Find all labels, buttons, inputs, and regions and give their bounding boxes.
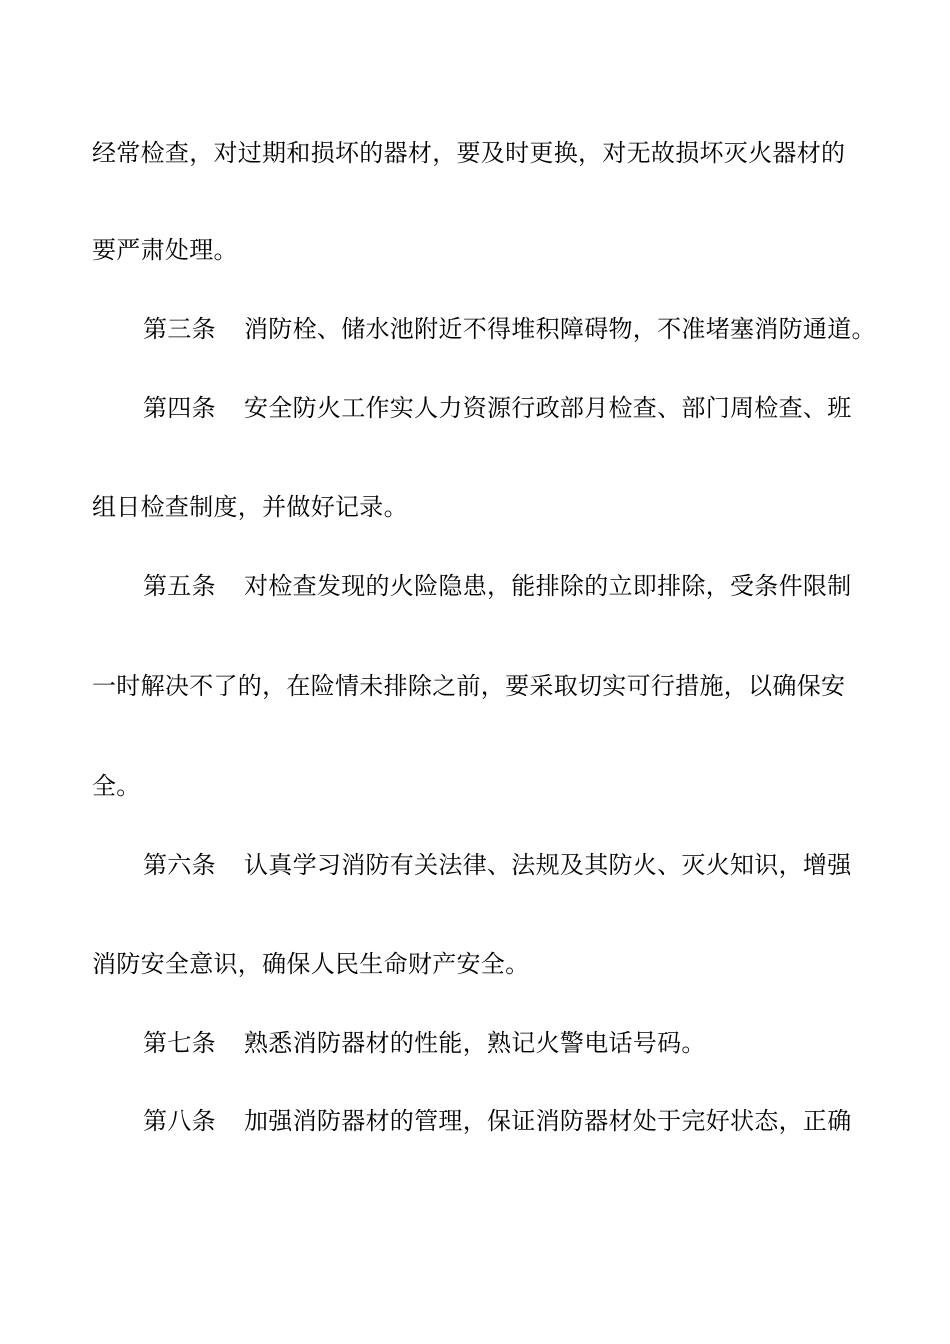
article-5-line-1: [143, 571, 852, 601]
line-text: 消防安全意识，确保人民生命财产安全。: [92, 950, 530, 978]
article-number: 第七条: [143, 1029, 216, 1057]
article-number: 第五条: [143, 572, 216, 600]
line-text: 消防栓、储水池附近不得堆积障碍物，不准堵塞消防通道。: [244, 315, 876, 343]
line-text: 安全防火工作实人力资源行政部月检查、部门周检查、班: [244, 394, 852, 422]
body-line-1: [92, 138, 845, 168]
line-text: 经常检查，对过期和损坏的器材，要及时更换，对无故损坏灭火器材的: [92, 139, 846, 167]
article-number: 第六条: [143, 851, 216, 879]
article-8-line-1: [143, 1106, 852, 1136]
line-text: 对检查发现的火险隐患，能排除的立即排除，受条件限制: [244, 572, 852, 600]
article-7-line-1: [143, 1028, 706, 1058]
line-text: 熟悉消防器材的性能，熟记火警电话号码。: [244, 1029, 706, 1057]
article-3-line-1: [143, 314, 876, 344]
article-number: 第八条: [143, 1107, 216, 1135]
line-text: 组日检查制度，并做好记录。: [92, 493, 408, 521]
line-text: 要严肃处理。: [92, 236, 238, 264]
article-4-line-2: [92, 492, 408, 522]
article-6-line-1: [143, 850, 852, 880]
article-5-line-3: [92, 771, 141, 801]
article-number: 第四条: [143, 394, 216, 422]
article-number: 第三条: [143, 315, 216, 343]
line-text: 认真学习消防有关法律、法规及其防火、灭火知识，增强: [244, 851, 852, 879]
line-text: 一时解决不了的，在险情未排除之前，要采取切实可行措施，以确保安: [92, 672, 846, 700]
body-line-2: [92, 235, 238, 265]
article-4-line-1: [143, 393, 852, 423]
article-6-line-2: [92, 949, 529, 979]
line-text: 全。: [92, 772, 141, 800]
article-5-line-2: [92, 671, 845, 701]
line-text: 加强消防器材的管理，保证消防器材处于完好状态，正确: [244, 1107, 852, 1135]
